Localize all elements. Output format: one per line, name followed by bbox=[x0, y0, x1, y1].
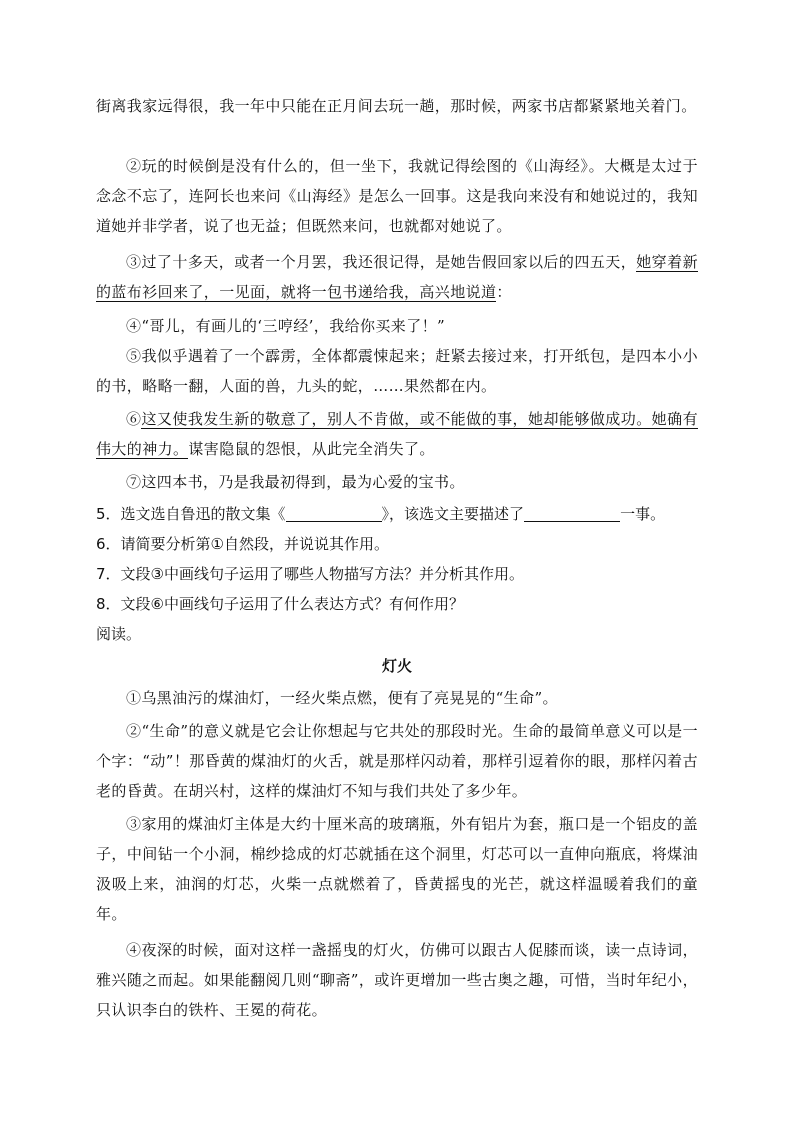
paragraph-3 bbox=[96, 247, 698, 307]
reading-instruction: 阅读。 bbox=[96, 625, 142, 643]
question-7: 7．文段③中画线句子运用了哪些人物描写方法？并分析其作用。 bbox=[96, 565, 524, 583]
passage2-paragraph-4: ④夜深的时候，面对这样一盏摇曳的灯火，仿佛可以跟古人促膝而谈，读一点诗词，雅兴随之而起。如果能翻阅几则“聊斋”，或许更增加一些古奥之趣，可惜，当时年纪小，只认识李白的铁杵、王冕的荷花。 bbox=[96, 941, 698, 1019]
paragraph-2: ②玩的时候倒是没有什么的，但一坐下，我就记得绘图的《山海经》。大概是太过于念念不忘了，连阿长也来问《山海经》是怎么一回事。这是我向来没有和她说过的，我知道她并非学者，说了也无益；但既然来问，也就都对她说了。 bbox=[96, 157, 698, 235]
question-5-part-a: 5．选文选自鲁迅的散文集《 bbox=[96, 505, 286, 523]
question-5 bbox=[96, 499, 716, 529]
underlined-sentence-3: 她穿着新的蓝布衫回来了，一见面，就将一包书递给我，高兴地说道 bbox=[96, 253, 698, 301]
paragraph-3-colon: ： bbox=[496, 283, 512, 301]
passage2-paragraph-3: ③家用的煤油灯主体是大约十厘米高的玻璃瓶，外有铝片为套，瓶口是一个铝皮的盖子，中间钻一个小洞，棉纱捻成的灯芯就插在这个洞里，灯芯可以一直伸向瓶底，将煤油汲吸上来，油润的灯芯，火柴一点就燃着了，昏黄摇曳的光芒，就这样温暖着我们的童年。 bbox=[96, 815, 698, 923]
question-8: 8．文段⑥中画线句子运用了什么表达方式？有何作用？ bbox=[96, 595, 464, 613]
passage-title: 灯火 bbox=[381, 657, 412, 675]
passage2-paragraph-1: ①乌黑油污的煤油灯，一经火柴点燃，便有了亮晃晃的“生命”。 bbox=[126, 689, 558, 707]
paragraph-4: ④“哥儿，有画儿的‘三哼经’，我给你买来了！” bbox=[126, 317, 446, 335]
paragraph-5: ⑤我似乎遇着了一个霹雳，全体都震悚起来；赶紧去接过来，打开纸包，是四本小小的书，略略一翻，人面的兽，九头的蛇，……果然都在内。 bbox=[96, 347, 698, 395]
paragraph-6-text: 谋害隐鼠的怨恨，从此完全消失了。 bbox=[188, 440, 435, 458]
paragraph-6-number: ⑥ bbox=[126, 410, 142, 428]
paragraph-3-text: ③过了十多天，或者一个月罢，我还很记得，是她告假回家以后的四五天， bbox=[126, 253, 637, 271]
paragraph-1-cont: 街离我家远得很，我一年中只能在正月间去玩一趟，那时候，两家书店都紧紧地关着门。 bbox=[96, 97, 697, 115]
answer-blank-collection bbox=[286, 505, 382, 522]
paragraph-6 bbox=[96, 404, 698, 464]
paragraph-7: ⑦这四本书，乃是我最初得到，最为心爱的宝书。 bbox=[126, 473, 465, 491]
question-6: 6．请简要分析第①自然段，并说说其作用。 bbox=[96, 535, 389, 553]
question-5-part-c: 一事。 bbox=[620, 505, 666, 523]
answer-blank-event bbox=[524, 505, 620, 522]
passage2-paragraph-2: ②“生命”的意义就是它会让你想起与它共处的那段时光。生命的最简单意义可以是一个字：“动”！那昏黄的煤油灯的火舌，就是那样闪动着，那样引逗着你的眼，那样闪着古老的昏黄。在胡兴村，这样的煤油灯不知与我们共处了多少年。 bbox=[96, 722, 698, 800]
underlined-sentence-6: 这又使我发生新的敬意了，别人不肯做，或不能做的事，她却能够做成功。她确有伟大的神力。 bbox=[96, 410, 698, 458]
question-5-part-b: 》，该选文主要描述了 bbox=[381, 505, 525, 523]
